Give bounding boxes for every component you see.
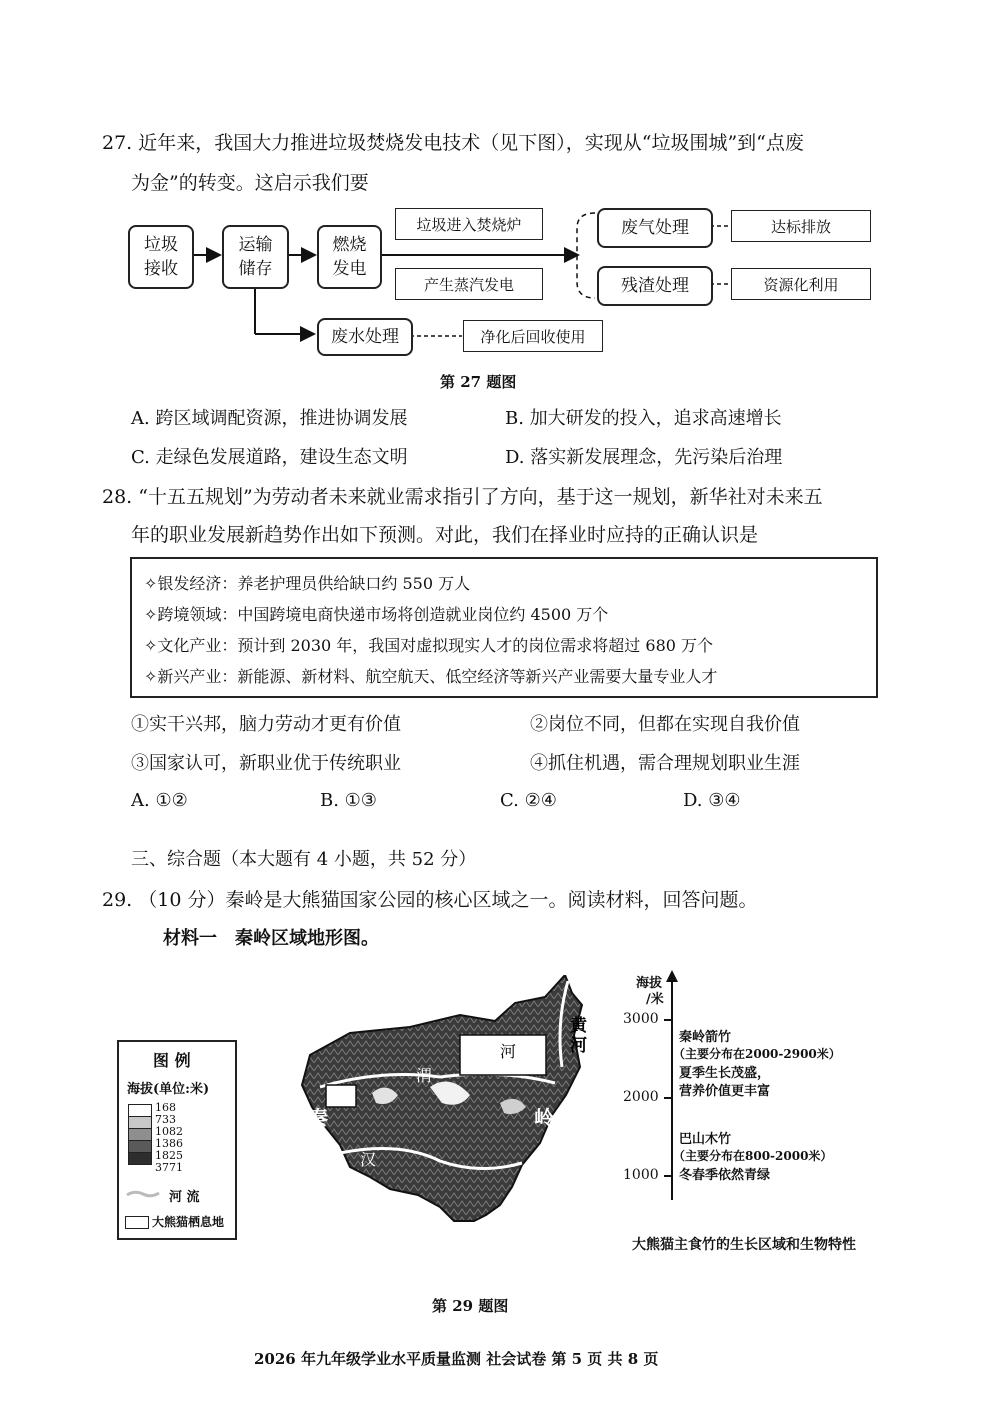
bamboo2-desc: 冬春季依然青绿 xyxy=(679,1168,771,1183)
q28-statement-1: ①实干兴邦，脑力劳动才更有价值 xyxy=(131,714,401,735)
q28-forecast-box xyxy=(130,557,878,698)
q28-statement-4: ④抓住机遇，需合理规划职业生涯 xyxy=(530,753,800,774)
q27-stem-line1: 27. 近年来，我国大力推进垃圾焚烧发电技术（见下图），实现从“垃圾围城”到“点废 xyxy=(102,132,804,154)
qinling-terrain-map xyxy=(290,975,590,1250)
map-label-han: 汉 xyxy=(360,1150,377,1169)
bamboo1-desc-a: 夏季生长茂盛， xyxy=(679,1066,771,1081)
q28-statement-3: ③国家认可，新职业优于传统职业 xyxy=(131,753,401,774)
q29-stem: 29. （10 分）秦岭是大熊猫国家公园的核心区域之一。阅读材料，回答问题。 xyxy=(102,889,758,911)
q27-option-b: B. 加大研发的投入，追求高速增长 xyxy=(505,408,782,429)
flow-emit: 达标排放 xyxy=(731,210,871,242)
flow-collect-line1: 垃圾 xyxy=(144,235,178,255)
map-label-qin: 秦 xyxy=(308,1106,328,1130)
q28-stem-line2: 年的职业发展新趋势作出如下预测。对此，我们在择业时应持的正确认识是 xyxy=(131,524,759,546)
map-legend xyxy=(117,1040,237,1240)
legend-subtitle: 海拔(单位:米) xyxy=(127,1082,210,1097)
q28-option-c: C. ②④ xyxy=(500,790,557,811)
q28-option-b: B. ①③ xyxy=(320,790,377,811)
legend-tick: 3771 xyxy=(155,1161,183,1174)
q29-caption: 第 29 题图 xyxy=(432,1297,509,1315)
forecast-item: ✧文化产业：预计到 2030 年，我国对虚拟现实人才的岗位需求将超过 680 万个 xyxy=(144,636,714,655)
bamboo1-name: 秦岭箭竹 xyxy=(679,1030,732,1045)
legend-river-icon xyxy=(125,1188,161,1200)
bamboo1-range: （主要分布在2000-2900米） xyxy=(673,1047,841,1061)
flow-burn-box xyxy=(317,225,382,289)
legend-habitat: 大熊猫栖息地 xyxy=(152,1215,225,1229)
elev-tick-3000: 3000 xyxy=(623,1011,659,1027)
flow-transport-box xyxy=(222,225,289,289)
flow-slag-box: 残渣处理 xyxy=(597,266,713,306)
legend-habitat-swatch xyxy=(125,1216,149,1229)
legend-title: 图 例 xyxy=(153,1051,191,1070)
elev-tick-2000: 2000 xyxy=(623,1089,659,1105)
elev-axis-title-b: /米 xyxy=(646,992,664,1007)
page-footer: 2026 年九年级学业水平质量监测 社会试卷 第 5 页 共 8 页 xyxy=(254,1350,659,1368)
q27-option-c: C. 走绿色发展道路，建设生态文明 xyxy=(131,447,408,468)
map-label-he: 河 xyxy=(500,1042,517,1061)
legend-tick: 168 xyxy=(155,1101,176,1114)
map-label-ling: 岭 xyxy=(534,1106,554,1130)
q29-material1: 材料一 秦岭区域地形图。 xyxy=(163,928,379,949)
q28-option-a: A. ①② xyxy=(131,790,188,811)
flow-collect-line2: 接收 xyxy=(144,259,178,279)
q27-stem-line2: 为金”的转变。这启示我们要 xyxy=(131,172,369,194)
elev-caption: 大熊猫主食竹的生长区域和生物特性 xyxy=(632,1237,856,1253)
map-label-he: 河 xyxy=(570,1036,587,1056)
flow-recycle: 净化后回收使用 xyxy=(463,320,603,352)
q27-option-a: A. 跨区域调配资源，推进协调发展 xyxy=(131,408,408,429)
flow-water-box: 废水处理 xyxy=(317,318,413,356)
q28-option-d: D. ③④ xyxy=(683,790,741,811)
flow-transport-line1: 运输 xyxy=(238,235,273,255)
flow-burn-line1: 燃烧 xyxy=(332,235,367,255)
legend-tick: 1082 xyxy=(155,1125,183,1138)
flow-collect-box xyxy=(128,225,194,289)
flow-transport-line2: 储存 xyxy=(238,259,273,279)
bamboo2-range: （主要分布在800-2000米） xyxy=(673,1149,833,1163)
legend-river: 河 流 xyxy=(169,1190,200,1205)
flow-burn-line2: 发电 xyxy=(332,259,367,279)
bamboo1-desc-b: 营养价值更丰富 xyxy=(679,1084,771,1099)
q27-option-d: D. 落实新发展理念，先污染后治理 xyxy=(505,447,783,468)
elev-axis-title-a: 海拔 xyxy=(636,976,663,991)
q28-statement-2: ②岗位不同，但都在实现自我价值 xyxy=(530,714,800,735)
legend-swatch-5 xyxy=(128,1152,152,1165)
legend-tick: 733 xyxy=(155,1113,176,1126)
forecast-item: ✧跨境领域：中国跨境电商快递市场将创造就业岗位约 4500 万个 xyxy=(144,605,609,624)
flow-into-furnace: 垃圾进入焚烧炉 xyxy=(395,208,543,240)
forecast-item: ✧新兴产业：新能源、新材料、航空航天、低空经济等新兴产业需要大量专业人才 xyxy=(144,667,718,686)
section-3-heading: 三、综合题（本大题有 4 小题，共 52 分） xyxy=(131,849,477,870)
flow-reuse: 资源化利用 xyxy=(731,268,871,300)
legend-tick: 1386 xyxy=(155,1137,183,1150)
map-label-wei: 渭 xyxy=(416,1066,433,1085)
map-habitat-area xyxy=(326,1085,356,1107)
forecast-item: ✧银发经济：养老护理员供给缺口约 550 万人 xyxy=(144,574,471,593)
legend-tick: 1825 xyxy=(155,1149,183,1162)
q28-stem-line1: 28. “十五五规划”为劳动者未来就业需求指引了方向，基于这一规划，新华社对未来五 xyxy=(102,486,823,508)
flow-gas-box: 废气处理 xyxy=(597,208,713,248)
flow-steam: 产生蒸汽发电 xyxy=(395,268,543,300)
map-label-huang: 黄 xyxy=(570,1016,587,1036)
bamboo2-name: 巴山木竹 xyxy=(679,1132,732,1147)
q27-caption: 第 27 题图 xyxy=(440,373,517,391)
elev-tick-1000: 1000 xyxy=(623,1167,659,1183)
